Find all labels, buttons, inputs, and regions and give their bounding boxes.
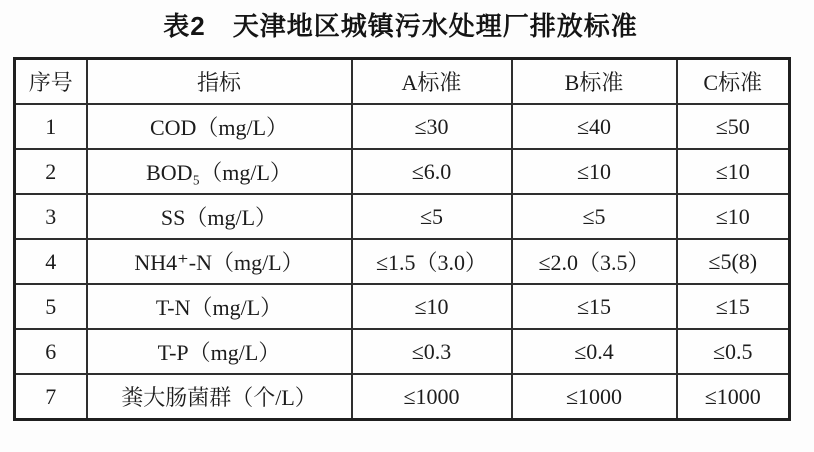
cell-no: 5 [15,284,87,329]
cell-indicator: BOD₅（mg/L） [87,149,352,194]
cell-c: ≤1000 [677,374,790,420]
table-row [15,284,790,329]
table-row [15,149,790,194]
cell-b: ≤1000 [512,374,677,420]
cell-c: ≤10 [677,149,790,194]
cell-indicator: COD（mg/L） [87,104,352,149]
table-row [15,329,790,374]
cell-no: 6 [15,329,87,374]
cell-c: ≤0.5 [677,329,790,374]
cell-c: ≤50 [677,104,790,149]
cell-indicator: SS（mg/L） [87,194,352,239]
cell-c: ≤15 [677,284,790,329]
cell-c: ≤10 [677,194,790,239]
table-row [15,194,790,239]
cell-a: ≤30 [352,104,512,149]
cell-a: ≤1000 [352,374,512,420]
cell-indicator: 粪大肠菌群（个/L） [87,374,352,420]
cell-a: ≤10 [352,284,512,329]
header-cell-no: 序号 [15,59,87,105]
cell-no: 3 [15,194,87,239]
header-cell-b: B标准 [512,59,677,105]
cell-b: ≤2.0（3.5） [512,239,677,284]
cell-indicator: NH4⁺-N（mg/L） [87,239,352,284]
cell-b: ≤5 [512,194,677,239]
cell-a: ≤6.0 [352,149,512,194]
header-row [15,59,790,105]
cell-indicator: T-P（mg/L） [87,329,352,374]
header-cell-a: A标准 [352,59,512,105]
cell-a: ≤5 [352,194,512,239]
table-row [15,374,790,420]
cell-c: ≤5(8) [677,239,790,284]
cell-no: 1 [15,104,87,149]
header-cell-indicator: 指标 [87,59,352,105]
cell-no: 2 [15,149,87,194]
cell-b: ≤0.4 [512,329,677,374]
cell-b: ≤15 [512,284,677,329]
cell-b: ≤10 [512,149,677,194]
cell-b: ≤40 [512,104,677,149]
table-row [15,104,790,149]
cell-no: 4 [15,239,87,284]
cell-no: 7 [15,374,87,420]
cell-a: ≤1.5（3.0） [352,239,512,284]
cell-indicator: T-N（mg/L） [87,284,352,329]
header-cell-c: C标准 [677,59,790,105]
discharge-standards-table [13,57,791,421]
cell-a: ≤0.3 [352,329,512,374]
table-row [15,239,790,284]
table-title: 表2 天津地区城镇污水处理厂排放标准 [163,11,638,41]
